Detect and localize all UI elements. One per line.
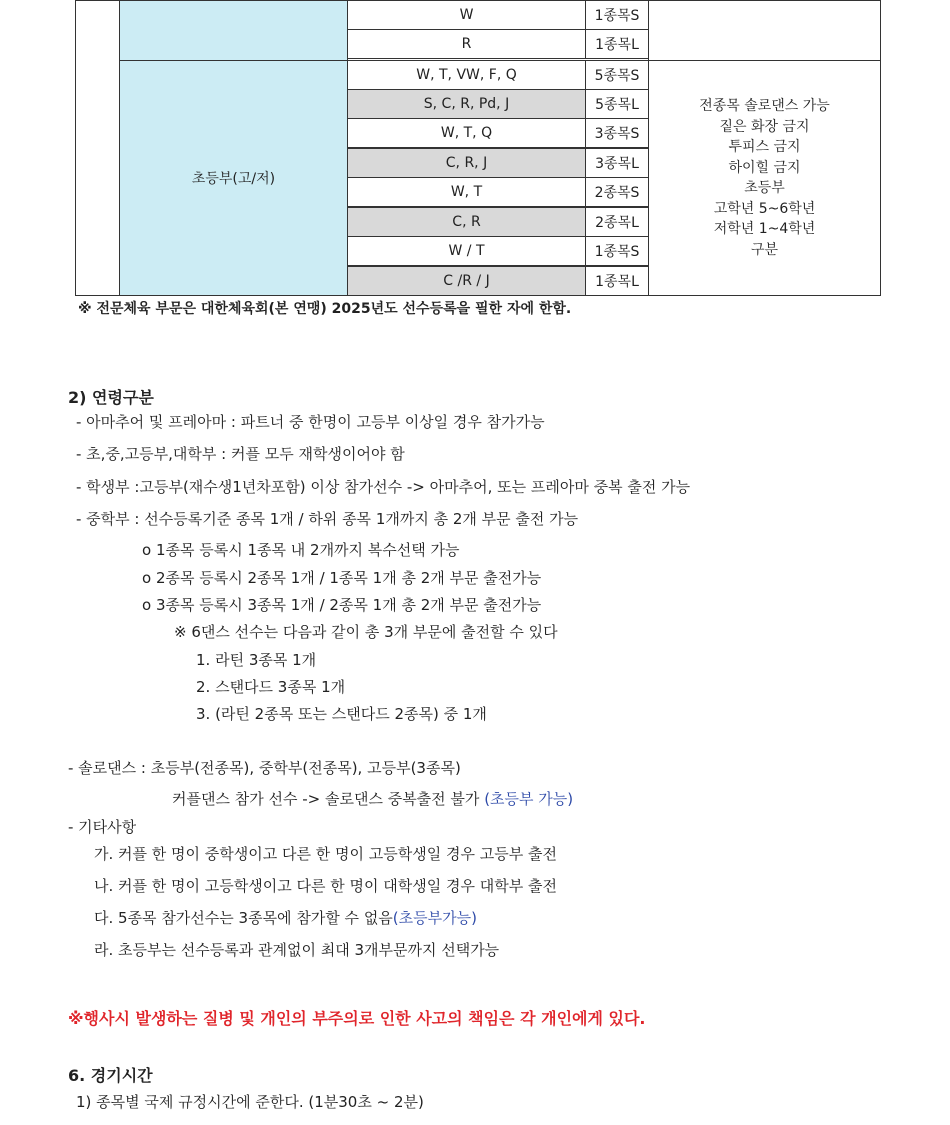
count-cell: 2종목L [585, 207, 649, 237]
age-rule-amateur: - 아마추어 및 프레아마 : 파트너 중 한명이 고등부 이상일 경우 참가가능 [76, 413, 545, 431]
six-dance-item-2: 2. 스탠다드 3종목 1개 [196, 678, 346, 696]
misc-item-na: 나. 커플 한 명이 고등학생이고 다른 한 명이 대학생일 경우 대학부 출전 [94, 877, 557, 895]
note-line: 하이힐 금지 [728, 159, 801, 176]
events-cell: R [347, 29, 586, 59]
category-cell-elementary: 초등부(고/저) [119, 60, 348, 296]
note-line: 투피스 금지 [728, 139, 801, 155]
count-cell: 1종목S [585, 236, 649, 266]
note-line: 짙은 화장 금지 [719, 118, 810, 135]
notes-cell-elementary [648, 60, 881, 296]
solo-dance-rule: - 솔로댄스 : 초등부(전종목), 중학부(전종목), 고등부(3종목) [68, 759, 461, 777]
age-rule-student-div: - 학생부 :고등부(재수생1년차포함) 이상 참가선수 -> 아마추어, 또는 프레아마 중복 출전 가능 [76, 478, 691, 496]
events-cell: W / T [347, 236, 586, 266]
events-cell: W, T, Q [347, 118, 586, 148]
category-cell-previous [119, 0, 348, 61]
count-cell: 3종목L [585, 148, 649, 178]
six-dance-note: ※ 6댄스 선수는 다음과 같이 총 3개 부문에 출전할 수 있다 [174, 623, 558, 641]
note-line: 고학년 5~6학년 [713, 200, 816, 217]
couple-dance-exception: (초등부 가능) [484, 790, 574, 808]
events-cell: W, T [347, 177, 586, 207]
note-line: 초등부 [744, 180, 785, 196]
count-cell: 2종목S [585, 177, 649, 207]
note-line: 전종목 솔로댄스 가능 [699, 98, 830, 114]
middle-option-2: o 2종목 등록시 2종목 1개 / 1종목 1개 총 2개 부문 출전가능 [142, 569, 542, 587]
table-footnote: ※ 전문체육 부문은 대한체육회(본 연맹) 2025년도 선수등록을 필한 자에 한함. [78, 301, 572, 317]
note-line: 구분 [750, 241, 779, 258]
count-cell: 1종목L [585, 266, 649, 296]
table-left-column [75, 0, 120, 296]
count-cell: 3종목S [585, 118, 649, 148]
count-cell: 1종목L [585, 29, 649, 59]
middle-option-1: o 1종목 등록시 1종목 내 2개까지 복수선택 가능 [142, 541, 460, 559]
age-rule-middle: - 중학부 : 선수등록기준 종목 1개 / 하위 종목 1개까지 총 2개 부문 출전 가능 [76, 510, 579, 528]
six-dance-item-3: 3. (라틴 2종목 또는 스탠다드 2종목) 중 1개 [196, 705, 487, 723]
count-cell: 1종목S [585, 0, 649, 30]
note-line: 저학년 1~4학년 [713, 221, 816, 237]
events-cell: C, R [347, 207, 586, 237]
section-time-title: 6. 경기시간 [68, 1066, 153, 1085]
events-cell: W, T, VW, F, Q [347, 60, 586, 90]
notes-cell-previous [648, 0, 881, 61]
couple-dance-rule [172, 788, 573, 809]
misc-title: - 기타사항 [68, 818, 137, 836]
misc-item-da [94, 907, 477, 928]
events-cell: W [347, 0, 586, 30]
liability-warning: ※행사시 발생하는 질병 및 개인의 부주의로 인한 사고의 책임은 각 개인에게 있다. [68, 1009, 646, 1028]
section-age-title: 2) 연령구분 [68, 388, 154, 407]
events-cell: C, R, J [347, 148, 586, 178]
count-cell: 5종목S [585, 60, 649, 90]
events-cell: C /R / J [347, 266, 586, 296]
misc-item-ra: 라. 초등부는 선수등록과 관계없이 최대 3개부문까지 선택가능 [94, 941, 500, 959]
misc-item-ga: 가. 커플 한 명이 중학생이고 다른 한 명이 고등학생일 경우 고등부 출전 [94, 845, 557, 863]
events-cell: S, C, R, Pd, J [347, 89, 586, 119]
events-table [75, 0, 881, 296]
count-cell: 5종목L [585, 89, 649, 119]
misc-item-da-exception: (초등부가능) [392, 909, 477, 927]
middle-option-3: o 3종목 등록시 3종목 1개 / 2종목 1개 총 2개 부문 출전가능 [142, 596, 542, 614]
couple-dance-text: 커플댄스 참가 선수 -> 솔로댄스 중복출전 불가 [172, 790, 485, 808]
misc-item-da-text: 다. 5종목 참가선수는 3종목에 참가할 수 없음 [94, 909, 393, 927]
age-rule-students: - 초,중,고등부,대학부 : 커플 모두 재학생이어야 함 [76, 445, 405, 463]
six-dance-item-1: 1. 라틴 3종목 1개 [196, 651, 317, 669]
time-rule: 1) 종목별 국제 규정시간에 준한다. (1분30초 ~ 2분) [76, 1093, 424, 1111]
